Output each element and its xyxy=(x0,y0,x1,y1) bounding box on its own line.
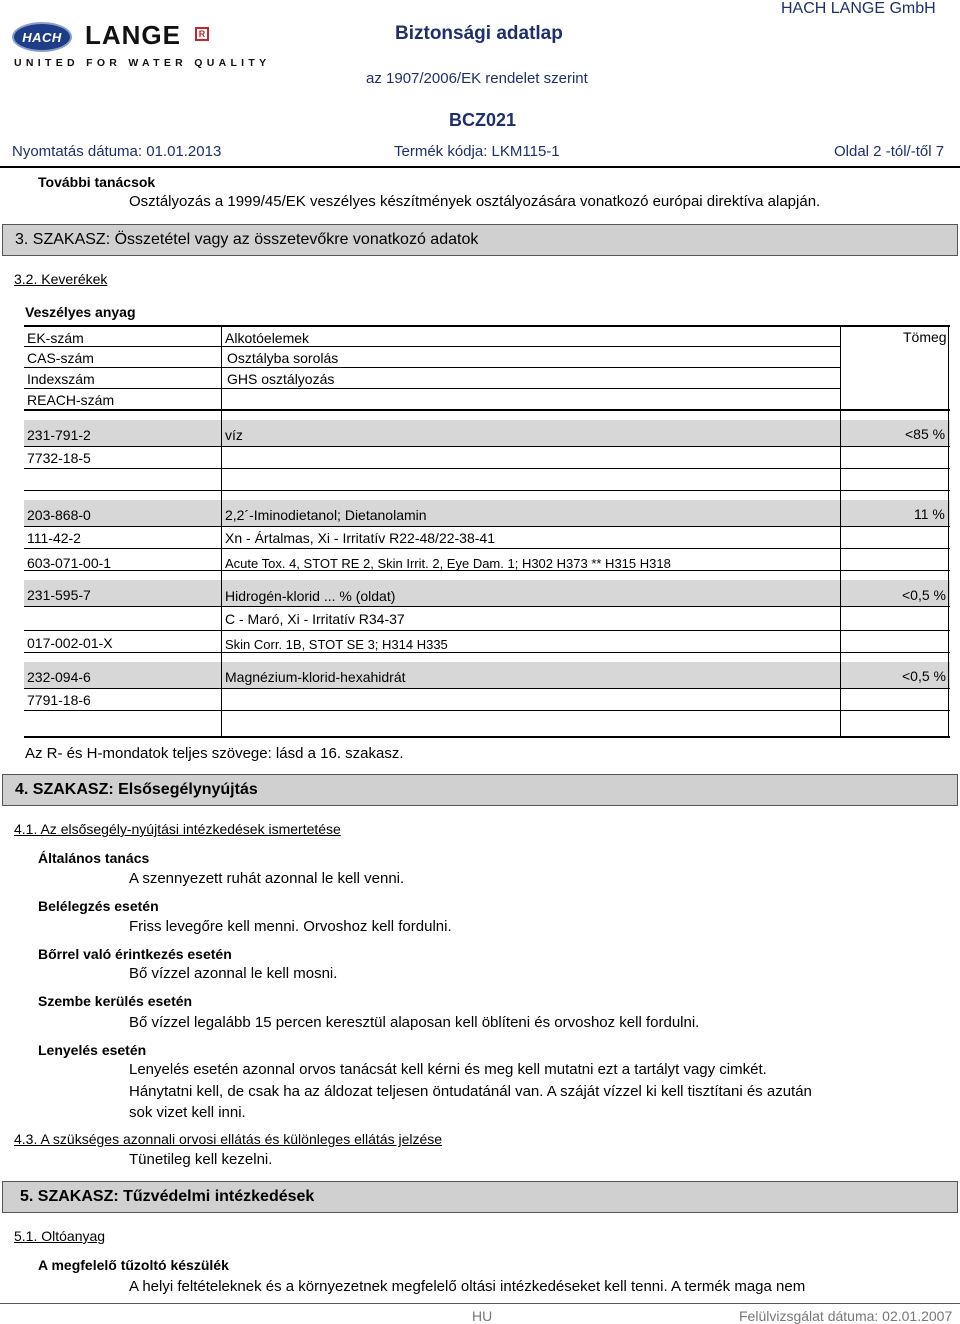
ingestion-text-3: sok vizet kell inni. xyxy=(129,1104,246,1121)
logo-tagline: UNITED FOR WATER QUALITY xyxy=(14,57,271,69)
logo-lange: LANGE xyxy=(85,20,181,50)
footer-language: HU xyxy=(472,1308,493,1324)
table-cell: 231-791-2 xyxy=(27,427,91,443)
table-cell: 603-071-00-1 xyxy=(27,555,112,571)
page-number: Oldal 2 -tól/-től 7 xyxy=(834,143,945,160)
header-divider xyxy=(0,166,960,168)
further-advice-heading: További tanácsok xyxy=(38,174,156,190)
table-cell: 7732-18-5 xyxy=(27,450,91,466)
footer-divider xyxy=(0,1303,960,1304)
col-classification: Osztályba sorolás xyxy=(227,350,339,366)
section-5-1-heading: 5.1. Oltóanyag xyxy=(14,1228,106,1244)
table-cell: 111-42-2 xyxy=(27,530,81,546)
further-advice-text: Osztályozás a 1999/45/EK veszélyes készítmények osztályozására vonatkozó európai direktíva alapján. xyxy=(129,193,821,210)
section-4-3-heading: 4.3. A szükséges azonnali orvosi ellátás és különleges ellátás jelzése xyxy=(14,1131,443,1147)
col-reach: REACH-szám xyxy=(27,392,115,408)
registered-icon: R xyxy=(195,27,209,41)
r-h-note: Az R- és H-mondatok teljes szövege: lásd a 16. szakasz. xyxy=(25,745,404,762)
table-cell: Acute Tox. 4, STOT RE 2, Skin Irrit. 2, Eye Dam. 1; H302 H373 ** H315 H318 xyxy=(225,556,671,571)
section-3-title: 3. SZAKASZ: Összetétel vagy az összetevőkre vonatkozó adatok xyxy=(15,231,479,248)
table-cell: C - Maró, Xi - Irritatív R34-37 xyxy=(225,611,405,627)
table-cell: Skin Corr. 1B, STOT SE 3; H314 H335 xyxy=(225,637,448,652)
print-date: Nyomtatás dátuma: 01.01.2013 xyxy=(12,143,222,160)
ingestion-text-1: Lenyelés esetén azonnal orvos tanácsát kell kérni és meg kell mutatni ezt a tartályt vagy cimkét. xyxy=(129,1061,767,1078)
general-advice-heading: Általános tanács xyxy=(38,850,150,866)
section-4-3-text: Tünetileg kell kezelni. xyxy=(129,1151,273,1168)
skin-contact-heading: Bőrrel való érintkezés esetén xyxy=(38,946,232,962)
table-cell: 017-002-01-X xyxy=(27,635,113,651)
regulation-text: az 1907/2006/EK rendelet szerint xyxy=(366,70,588,87)
eye-contact-text: Bő vízzel legalább 15 percen keresztül alaposan kell öblíteni és orvoshoz kell fordulni. xyxy=(129,1014,700,1031)
table-cell: <0,5 % xyxy=(902,668,946,684)
col-mass: Tömeg xyxy=(903,329,947,345)
product-name: BCZ021 xyxy=(449,110,517,130)
ingestion-text-2: Hánytatni kell, de csak ha az áldozat teljesen öntudatánál van. A száját vízzel ki kell tisztítani és azután xyxy=(129,1083,812,1100)
table-cell: víz xyxy=(225,427,243,443)
col-ghs: GHS osztályozás xyxy=(227,371,335,387)
inhalation-heading: Belélegzés esetén xyxy=(38,898,159,914)
extinguisher-text: A helyi feltételeknek és a környezetnek megfelelő oltási intézkedéseket kell tenni. A termék maga nem xyxy=(129,1278,806,1295)
company-name: HACH LANGE GmbH xyxy=(781,0,936,17)
document-title: Biztonsági adatlap xyxy=(395,23,563,44)
col-index: Indexszám xyxy=(27,371,95,387)
table-cell: 231-595-7 xyxy=(27,587,91,603)
eye-contact-heading: Szembe kerülés esetén xyxy=(38,993,193,1009)
section-5-title: 5. SZAKASZ: Tűzvédelmi intézkedések xyxy=(20,1188,315,1205)
col-component: Alkotóelemek xyxy=(225,330,310,346)
general-advice-text: A szennyezett ruhát azonnal le kell venni. xyxy=(129,870,405,887)
product-code: Termék kódja: LKM115-1 xyxy=(394,143,560,160)
col-ek: EK-szám xyxy=(27,330,84,346)
inhalation-text: Friss levegőre kell menni. Orvoshoz kell fordulni. xyxy=(129,918,452,935)
section-3-2-heading: 3.2. Keverékek xyxy=(14,271,108,287)
hach-logo-oval xyxy=(12,22,72,52)
table-cell: 7791-18-6 xyxy=(27,692,91,708)
col-cas: CAS-szám xyxy=(27,350,94,366)
table-cell: <0,5 % xyxy=(902,587,946,603)
table-cell: <85 % xyxy=(905,426,946,442)
table-cell: Xn - Ártalmas, Xi - Irritatív R22-48/22-38-41 xyxy=(225,530,495,546)
logo-brand: HACH xyxy=(22,30,62,45)
table-cell: 2,2´-Iminodietanol; Dietanolamin xyxy=(225,507,427,523)
extinguisher-heading: A megfelelő tűzoltó készülék xyxy=(38,1257,229,1273)
ingestion-heading: Lenyelés esetén xyxy=(38,1042,147,1058)
table-cell: 232-094-6 xyxy=(27,669,91,685)
table-cell: Hidrogén-klorid ... % (oldat) xyxy=(225,588,396,604)
section-4-1-heading: 4.1. Az elsősegély-nyújtási intézkedések ismertetése xyxy=(14,821,341,837)
footer-revision-date: Felülvizsgálat dátuma: 02.01.2007 xyxy=(739,1308,953,1324)
hazardous-substance-heading: Veszélyes anyag xyxy=(25,304,136,320)
table-cell: Magnézium-klorid-hexahidrát xyxy=(225,669,406,685)
table-cell: 203-868-0 xyxy=(27,507,91,523)
skin-contact-text: Bő vízzel azonnal le kell mosni. xyxy=(129,965,338,982)
table-cell: 11 % xyxy=(914,506,945,522)
section-4-title: 4. SZAKASZ: Elsősegélynyújtás xyxy=(15,781,258,798)
